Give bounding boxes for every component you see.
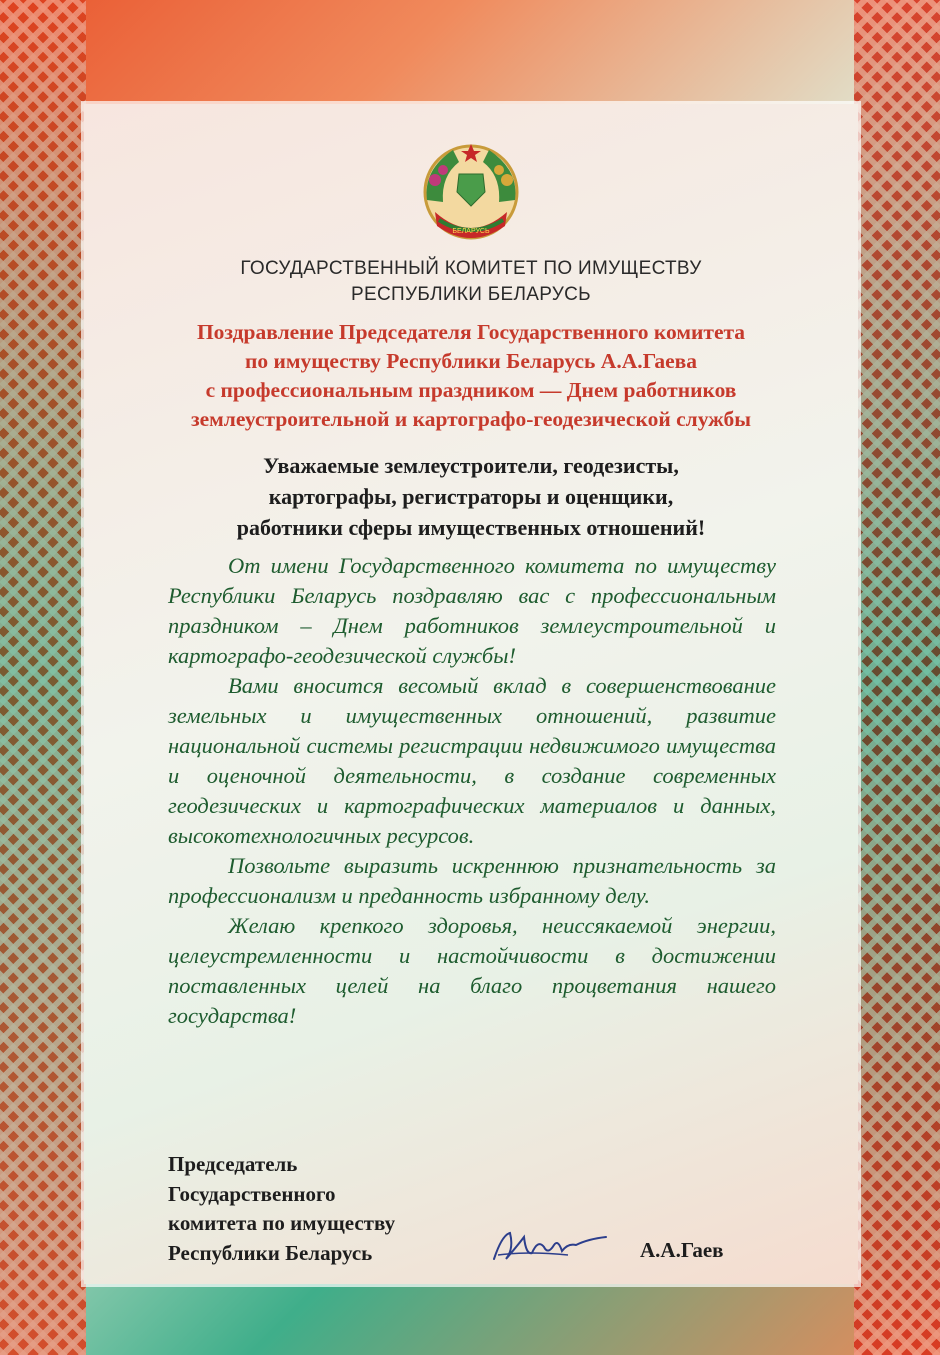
title-line: Поздравление Председателя Государственного комитета xyxy=(196,320,746,344)
greeting-line: Уважаемые землеустроители, геодезисты, xyxy=(263,453,679,478)
greeting-line: работники сферы имущественных отношений! xyxy=(236,515,706,540)
right-ornament-border xyxy=(854,0,940,1355)
body-paragraph: Вами вносится весомый вклад в совершенствование земельных и имущественных отношений, развитие национальной системы регистрации недвижимого имущества и оценочной деятельности, в создание современных геодезических и картографических материалов и данных, высокотехнологичных ресурсов. xyxy=(168,673,776,848)
body-paragraph: Желаю крепкого здоровья, неиссякаемой энергии, целеустремленности и настойчивости в достижении поставленных целей на благо процветания нашего государства! xyxy=(168,913,776,1028)
letter-title xyxy=(84,318,858,434)
body-paragraph: Позвольте выразить искреннюю признательность за профессионализм и преданность избранному делу. xyxy=(168,853,776,908)
title-line: с профессиональным праздником — Днем работников xyxy=(205,378,737,402)
position-line: Государственного xyxy=(168,1181,336,1206)
title-line: землеустроительной и картографо-геодезической службы xyxy=(190,407,752,431)
title-line: по имуществу Республики Беларусь А.А.Гаева xyxy=(244,349,698,373)
handwritten-signature xyxy=(488,1225,613,1267)
signatory-position xyxy=(168,1150,395,1268)
organization-line-1: ГОСУДАРСТВЕННЫЙ КОМИТЕТ ПО ИМУЩЕСТВУ xyxy=(240,258,702,279)
position-line: Председатель xyxy=(168,1152,298,1176)
organization-line-2: РЕСПУБЛИКИ БЕЛАРУСЬ xyxy=(351,284,591,305)
greeting xyxy=(84,450,858,543)
greeting-line: картографы, регистраторы и оценщики, xyxy=(268,484,674,509)
emblem-ribbon-text: БЕЛАРУСЬ xyxy=(452,228,490,235)
letter-body xyxy=(168,551,776,1031)
left-ornament-border xyxy=(0,0,86,1355)
position-line: Республики Беларусь xyxy=(168,1240,373,1265)
signatory-name: А.А.Гаев xyxy=(640,1238,724,1262)
position-line: комитета по имуществу xyxy=(168,1211,396,1235)
state-emblem-icon xyxy=(413,140,529,250)
body-paragraph: От имени Государственного комитета по имуществу Республики Беларусь поздравляю вас с профессиональным праздником – Днем работников землеустроительной и картографо-геодезической службы! xyxy=(168,553,776,668)
